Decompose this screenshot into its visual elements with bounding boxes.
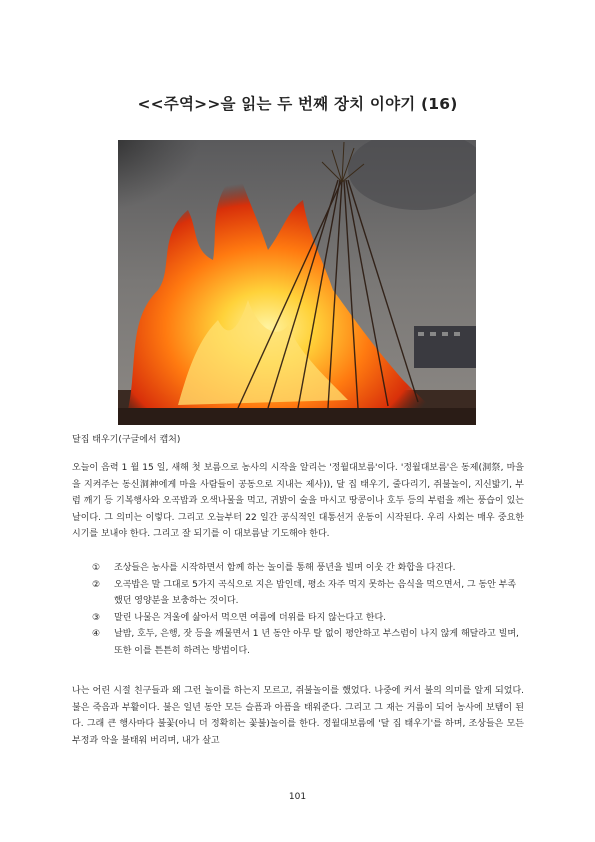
list-item <box>92 626 524 659</box>
body-paragraph-1: 오늘이 음력 1 월 15 일, 새해 첫 보름으로 농사의 시작을 알리는 '정월대보름'이다. '정월대보름'은 동제(洞祭, 마을을 지켜주는 동신洞神에게 마을 사람들이 공동으로 지내는 제사)), 달 집 태우기, 줄다리기, 쥐불놀이, 지신밟기, 부럼 깨기 등 기복행사와 오곡밥과 오색나물을 먹고, 귀밝이 술을 마시고 땅콩이나 호두 등의 부럼을 깨는 풍습이 있는 날이다. 그 의미는 이렇다. 그리고 오늘부터 22 일간 공식적인 대통선거 운동이 시작된다. 우리 사회는 매우 중요한 시기를 보내야 한다. 그리고 잘 되기를 이 대보름날 기도해야 한다. <box>72 463 524 539</box>
list-item-text: 조상들은 농사를 시작하면서 함께 하는 놀이를 통해 풍년을 빌며 이웃 간 화합을 다진다. <box>114 563 456 573</box>
page-title: <<주역>>을 읽는 두 번째 장치 이야기 (16) <box>137 95 458 113</box>
list-item <box>92 577 524 610</box>
photo-caption: 달집 태우기(구글에서 캡처) <box>72 435 181 445</box>
list-item-number: ④ <box>92 629 101 639</box>
list-item-text: 날밤, 호두, 은행, 잣 등을 깨물면서 1 년 동안 아무 탈 없이 평안하고 부스럼이 나지 않게 해달라고 빌며, 또한 이를 튼튼히 하려는 방법이다. <box>114 629 519 656</box>
list-item-number: ③ <box>92 612 101 623</box>
page-number: 101 <box>288 792 307 802</box>
list-item-text: 말린 나물은 겨울에 삶아서 먹으면 여름에 더위를 타지 않는다고 한다. <box>114 612 387 623</box>
bonfire-photo <box>118 140 476 425</box>
list-item <box>92 560 524 577</box>
list-item-number: ② <box>92 579 101 590</box>
list-item-number: ① <box>92 563 101 573</box>
body-paragraph-2: 나는 어린 시절 친구들과 왜 그런 놀이를 하는지 모르고, 쥐불놀이를 했었다. 나중에 커서 불의 의미를 알게 되었다. 불은 죽음과 부활이다. 불은 일년 동안 모든 슬픔과 아픔을 태워준다. 그리고 그 재는 거름이 되어 농사에 보탬이 된다. 그래 큰 행사마다 불꽃(아니 더 정확히는 꽃불)놀이를 한다. 정월대보름에 '달 집 태우기'를 하며, 조상들은 모든 부정과 악을 불태워 버리며, 내가 살고 <box>72 686 524 746</box>
list-item <box>92 610 524 627</box>
list-item-text: 오곡밥은 말 그대로 5가지 곡식으로 지은 밥인데, 평소 자주 먹지 못하는 음식을 먹으면서, 그 동안 부족했던 영양분을 보충하는 것이다. <box>114 579 517 606</box>
numbered-list <box>92 560 524 659</box>
